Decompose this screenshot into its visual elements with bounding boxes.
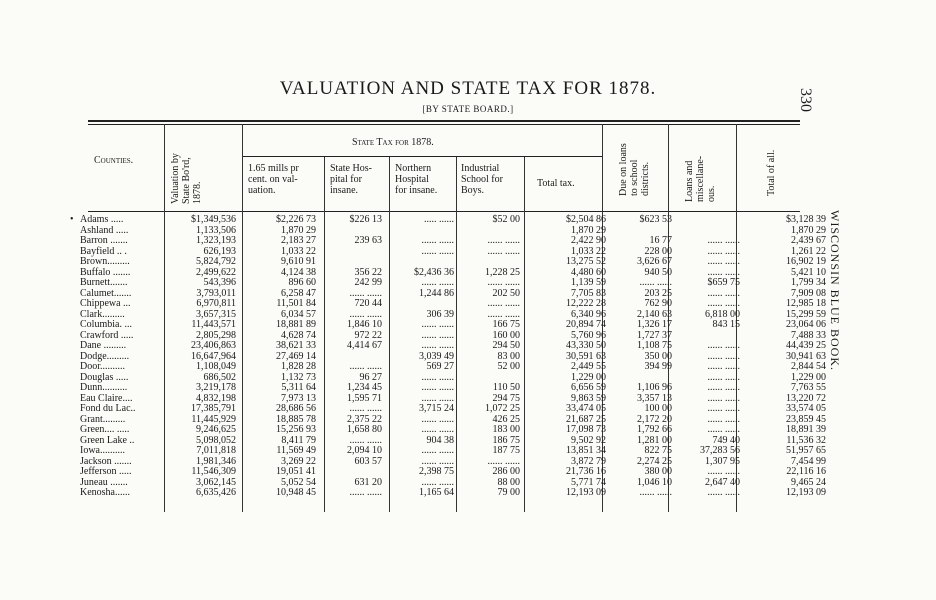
cell-industrial: 286 00 — [492, 466, 520, 477]
cell-northern: $2,436 36 — [414, 266, 454, 278]
header-bottom-rule — [88, 211, 800, 212]
cell-northern: 3,715 24 — [419, 403, 454, 414]
cell-county: Buffalo ....... — [80, 266, 131, 278]
cell-state-hosp: ...... ...... — [349, 287, 382, 299]
cell-industrial: 110 50 — [492, 382, 520, 393]
cell-total-all: 7,488 33 — [791, 329, 826, 341]
cell-northern: 2,398 75 — [419, 466, 454, 477]
cell-loans-misc: ...... ...... — [707, 361, 740, 372]
cell-due-loans: 2,172 20 — [637, 413, 672, 425]
cell-total-tax: $2,504 86 — [566, 214, 606, 225]
cell-total-all: 5,421 10 — [791, 266, 826, 278]
cell-due-loans: 762 90 — [644, 298, 672, 309]
cell-total-tax: 33,474 05 — [566, 403, 606, 414]
cell-valuation: 1,133,506 — [196, 224, 236, 236]
page-title: VALUATION AND STATE TAX FOR 1878. — [279, 78, 657, 99]
cell-mills: 15,256 93 — [276, 424, 316, 435]
cell-mills: 10,948 45 — [276, 487, 316, 498]
cell-state-hosp: 2,375 22 — [347, 413, 382, 425]
cell-state-hosp: 2,094 10 — [347, 445, 382, 456]
cell-industrial: $52 00 — [492, 214, 520, 225]
cell-county: Brown......... — [80, 256, 130, 267]
cell-northern: ...... ...... — [421, 319, 454, 330]
cell-total-all: 15,299 59 — [786, 308, 826, 320]
cell-due-loans: 3,357 13 — [637, 392, 672, 404]
cell-total-tax: 13,275 52 — [566, 256, 606, 267]
cell-total-tax: 21,687 25 — [566, 413, 606, 425]
cell-total-tax: 13,851 34 — [566, 445, 606, 456]
cell-loans-misc: ...... ...... — [707, 350, 740, 362]
col-line — [524, 157, 525, 512]
header-valuation: Valuation by State Bo'rd, 1878. — [170, 153, 203, 204]
cell-total-tax: 17,098 73 — [566, 424, 606, 435]
cell-northern: ...... ...... — [421, 445, 454, 456]
header-industrial-school: Industrial School for Boys. — [461, 163, 503, 196]
cell-total-all: 2,844 54 — [791, 361, 826, 372]
cell-northern: ...... ...... — [421, 413, 454, 425]
cell-mills: 5,311 64 — [281, 382, 316, 393]
cell-due-loans: 16 77 — [649, 235, 672, 246]
cell-total-tax: 1,870 29 — [571, 224, 606, 236]
cell-total-tax: 12,193 09 — [566, 487, 606, 498]
cell-industrial: ...... ...... — [487, 277, 520, 288]
cell-industrial: ...... ...... — [487, 235, 520, 246]
cell-valuation: 686,502 — [203, 371, 236, 383]
cell-northern: ...... ...... — [421, 371, 454, 383]
cell-county: Clark......... — [80, 308, 125, 320]
cell-northern: ...... ...... — [421, 245, 454, 257]
cell-valuation: 3,657,315 — [196, 308, 236, 320]
cell-total-all: 30,941 63 — [786, 350, 826, 362]
cell-mills: $2,226 73 — [276, 214, 316, 225]
cell-mills: 2,183 27 — [281, 235, 316, 246]
cell-valuation: $1,349,536 — [191, 214, 236, 225]
cell-total-all: 1,229 00 — [791, 371, 826, 383]
cell-valuation: 543,396 — [203, 277, 236, 288]
cell-mills: 9,610 91 — [281, 256, 316, 267]
cell-mills: 1,132 73 — [281, 371, 316, 383]
header-due-on-loans: Due on loans to school districts. — [618, 143, 651, 196]
cell-due-loans: ...... ...... — [639, 487, 672, 498]
header-loans-misc: Loans and miscellane- ous. — [684, 155, 717, 202]
cell-valuation: 17,385,791 — [191, 403, 236, 414]
cell-total-all: 33,574 05 — [786, 403, 826, 414]
cell-valuation: 11,443,571 — [191, 319, 236, 330]
cell-county: Douglas ..... — [80, 371, 129, 383]
cell-valuation: 23,406,863 — [191, 340, 236, 351]
cell-industrial: 166 75 — [492, 319, 520, 330]
header-state-hospital: State Hos- pital for insane. — [330, 163, 372, 196]
cell-loans-misc: ...... ...... — [707, 298, 740, 309]
cell-due-loans: 100 00 — [644, 403, 672, 414]
cell-industrial: ...... ...... — [487, 298, 520, 309]
cell-loans-misc: ...... ...... — [707, 466, 740, 477]
cell-county: Jefferson ..... — [80, 466, 132, 477]
cell-loans-misc: ...... ...... — [707, 403, 740, 414]
cell-mills: 27,469 14 — [276, 350, 316, 362]
cell-total-all: 23,859 45 — [786, 413, 826, 425]
cell-due-loans: 1,046 10 — [637, 476, 672, 488]
cell-valuation: 9,246,625 — [196, 424, 236, 435]
cell-state-hosp: 720 44 — [354, 298, 382, 309]
cell-due-loans: 940 50 — [644, 266, 672, 278]
cell-mills: 28,686 56 — [276, 403, 316, 414]
cell-state-hosp: 1,595 71 — [347, 392, 382, 404]
cell-industrial: 294 50 — [492, 340, 520, 351]
cell-total-all: 23,064 06 — [786, 319, 826, 330]
cell-northern: 1,244 86 — [419, 287, 454, 299]
cell-industrial: ...... ...... — [487, 308, 520, 320]
cell-loans-misc: ...... ...... — [707, 245, 740, 257]
cell-loans-misc: ...... ...... — [707, 382, 740, 393]
cell-total-all: 13,220 72 — [786, 392, 826, 404]
cell-total-all: 12,193 09 — [786, 487, 826, 498]
cell-total-all: 16,902 19 — [786, 256, 826, 267]
cell-total-tax: 1,139 59 — [571, 277, 606, 288]
cell-northern: ...... ...... — [421, 235, 454, 246]
cell-county: Kenosha...... — [80, 487, 130, 498]
cell-valuation: 1,108,049 — [196, 361, 236, 372]
cell-loans-misc: 843 15 — [712, 319, 740, 330]
header-total-of-all: Total of all. — [766, 149, 777, 196]
cell-industrial: 83 00 — [497, 350, 520, 362]
cell-valuation: 16,647,964 — [191, 350, 236, 362]
cell-valuation: 6,970,811 — [196, 298, 236, 309]
cell-total-all: 22,116 16 — [786, 466, 826, 477]
cell-state-hosp: 239 63 — [354, 235, 382, 246]
cell-due-loans: ...... ...... — [639, 277, 672, 288]
cell-valuation: 7,011,818 — [196, 445, 236, 456]
cell-loans-misc: ...... ...... — [707, 413, 740, 425]
cell-valuation: 3,793,011 — [196, 287, 236, 299]
running-head: WISCONSIN BLUE BOOK. — [828, 210, 842, 371]
cell-county: Calumet....... — [80, 287, 132, 299]
cell-county: Barron ....... — [80, 235, 128, 246]
cell-northern: 569 27 — [426, 361, 454, 372]
cell-loans-misc: ...... ...... — [707, 487, 740, 498]
cell-due-loans: 350 00 — [644, 350, 672, 362]
cell-due-loans: 1,108 75 — [637, 340, 672, 351]
cell-valuation: 3,062,145 — [196, 476, 236, 488]
cell-county: Green.... ..... — [80, 424, 130, 435]
cell-due-loans: 2,140 63 — [637, 308, 672, 320]
cell-valuation: 3,219,178 — [196, 382, 236, 393]
cell-valuation: 6,635,426 — [196, 487, 236, 498]
cell-mills: 6,034 57 — [281, 308, 316, 320]
cell-loans-misc: ...... ...... — [707, 340, 740, 351]
cell-state-hosp: $226 13 — [349, 214, 382, 225]
cell-industrial: 88 00 — [497, 476, 520, 488]
cell-valuation: 1,323,193 — [196, 235, 236, 246]
cell-total-all: 12,985 18 — [786, 298, 826, 309]
cell-industrial: 160 00 — [492, 329, 520, 341]
header-state-tax-group: State Tax for 1878. — [352, 137, 434, 148]
cell-total-all: 7,909 08 — [791, 287, 826, 299]
cell-total-all: 9,465 24 — [791, 476, 826, 488]
cell-northern: 904 38 — [426, 434, 454, 446]
cell-industrial: 186 75 — [492, 434, 520, 446]
cell-due-loans: 1,106 96 — [637, 382, 672, 393]
cell-mills: 4,124 38 — [281, 266, 316, 278]
cell-loans-misc: 749 40 — [712, 434, 740, 446]
cell-total-tax: 6,656 59 — [571, 382, 606, 393]
cell-northern: ...... ...... — [421, 329, 454, 341]
cell-northern: ...... ...... — [421, 392, 454, 404]
cell-loans-misc: 1,307 95 — [705, 455, 740, 467]
cell-total-all: 1,870 29 — [791, 224, 826, 236]
cell-county: Burnett....... — [80, 277, 128, 288]
cell-county: Grant......... — [80, 413, 126, 425]
cell-total-all: 18,891 39 — [786, 424, 826, 435]
cell-industrial: ...... ...... — [487, 455, 520, 467]
cell-loans-misc: 6,818 00 — [705, 308, 740, 320]
cell-total-tax: 4,480 60 — [571, 266, 606, 278]
cell-state-hosp: 1,846 10 — [347, 319, 382, 330]
cell-industrial: 1,228 25 — [485, 266, 520, 278]
cell-valuation: 1,981,346 — [196, 455, 236, 467]
page-subtitle: [BY STATE BOARD.] — [422, 104, 514, 114]
cell-industrial: 79 00 — [497, 487, 520, 498]
cell-state-hosp: ...... ...... — [349, 434, 382, 446]
cell-total-all: 11,536 32 — [786, 434, 826, 446]
cell-county: Crawford ..... — [80, 329, 134, 341]
cell-total-all: 1,799 34 — [791, 277, 826, 288]
cell-loans-misc: 37,283 56 — [700, 445, 740, 456]
cell-due-loans: 3,626 67 — [637, 256, 672, 267]
cell-due-loans: 1,281 00 — [637, 434, 672, 446]
col-line — [242, 124, 243, 512]
cell-total-all: 7,454 99 — [791, 455, 826, 467]
cell-loans-misc: ...... ...... — [707, 371, 740, 383]
cell-due-loans: 822 75 — [644, 445, 672, 456]
cell-mills: 38,621 33 — [276, 340, 316, 351]
cell-due-loans: 203 25 — [644, 287, 672, 299]
cell-loans-misc: ...... ...... — [707, 256, 740, 267]
cell-industrial: 52 00 — [497, 361, 520, 372]
header-northern-hospital: Northern Hospital for insane. — [395, 163, 438, 196]
cell-mills: 18,881 89 — [276, 319, 316, 330]
cell-due-loans: 228 00 — [644, 245, 672, 257]
top-rule — [88, 120, 800, 122]
cell-due-loans: 2,274 25 — [637, 455, 672, 467]
cell-total-tax: 7,705 83 — [571, 287, 606, 299]
cell-due-loans: 380 00 — [644, 466, 672, 477]
cell-valuation: 11,445,929 — [191, 413, 236, 425]
cell-mills: 7,973 13 — [281, 392, 316, 404]
cell-loans-misc: ...... ...... — [707, 424, 740, 435]
cell-valuation: 11,546,309 — [191, 466, 236, 477]
cell-county: Columbia. ... — [80, 319, 132, 330]
cell-mills: 896 60 — [288, 277, 316, 288]
cell-northern: ..... ...... — [424, 214, 454, 225]
cell-industrial: 426 25 — [492, 413, 520, 425]
cell-mills: 11,569 49 — [276, 445, 316, 456]
page-number: 330 — [797, 88, 814, 112]
cell-northern: ...... ...... — [421, 340, 454, 351]
cell-total-tax: 20,894 74 — [566, 319, 606, 330]
cell-northern: ...... ...... — [421, 382, 454, 393]
cell-mills: 18,885 78 — [276, 413, 316, 425]
top-rule-thin — [88, 124, 800, 125]
cell-total-tax: 2,449 55 — [571, 361, 606, 372]
cell-state-hosp: 356 22 — [354, 266, 382, 278]
cell-northern: ...... ...... — [421, 455, 454, 467]
cell-loans-misc: ...... ...... — [707, 392, 740, 404]
cell-state-hosp: 242 99 — [354, 277, 382, 288]
cell-loans-misc: ...... ...... — [707, 266, 740, 278]
cell-county: Fond du Lac.. — [80, 403, 136, 414]
cell-mills: 4,628 74 — [281, 329, 316, 341]
cell-industrial: 187 75 — [492, 445, 520, 456]
cell-total-tax: 9,863 59 — [571, 392, 606, 404]
cell-industrial: 183 00 — [492, 424, 520, 435]
cell-state-hosp: 1,234 45 — [347, 382, 382, 393]
cell-county: Dane ......... — [80, 340, 127, 351]
cell-total-all: $3,128 39 — [786, 214, 826, 225]
header-total-tax: Total tax. — [537, 178, 575, 189]
cell-county: Dodge......... — [80, 350, 130, 362]
cell-total-tax: 5,760 96 — [571, 329, 606, 341]
cell-mills: 6,258 47 — [281, 287, 316, 299]
cell-county: Iowa.......... — [80, 445, 125, 456]
cell-total-all: 7,763 55 — [791, 382, 826, 393]
cell-county: Chippewa ... — [80, 298, 131, 309]
cell-state-hosp: 603 57 — [354, 455, 382, 467]
cell-mills: 19,051 41 — [276, 466, 316, 477]
cell-county: Green Lake .. — [80, 434, 135, 446]
cell-county: Dunn.......... — [80, 382, 128, 393]
cell-county: Bayfield .. . — [80, 245, 127, 257]
cell-industrial: 294 75 — [492, 392, 520, 404]
cell-mills: 3,269 22 — [281, 455, 316, 467]
cell-valuation: 5,098,052 — [196, 434, 236, 446]
cell-total-tax: 3,872 79 — [571, 455, 606, 467]
cell-total-tax: 1,033 22 — [571, 245, 606, 257]
cell-valuation: 2,805,298 — [196, 329, 236, 341]
cell-total-tax: 9,502 92 — [571, 434, 606, 446]
cell-valuation: 5,824,792 — [196, 256, 236, 267]
cell-state-hosp: 4,414 67 — [347, 340, 382, 351]
cell-mark: • — [70, 214, 74, 225]
cell-state-hosp: 972 22 — [354, 329, 382, 341]
cell-northern: 3,039 49 — [419, 350, 454, 362]
cell-total-tax: 5,771 74 — [571, 476, 606, 488]
cell-total-tax: 30,591 63 — [566, 350, 606, 362]
cell-total-all: 44,439 25 — [786, 340, 826, 351]
cell-county: Ashland ..... — [80, 224, 129, 236]
header-mills: 1.65 mills pr cent. on val- uation. — [248, 163, 299, 196]
cell-state-hosp: ...... ...... — [349, 403, 382, 414]
cell-northern: 306 39 — [426, 308, 454, 320]
cell-loans-misc: ...... ...... — [707, 235, 740, 246]
cell-valuation: 626,193 — [203, 245, 236, 257]
cell-total-all: 2,439 67 — [791, 235, 826, 246]
cell-industrial: 1,072 25 — [485, 403, 520, 414]
cell-total-all: 51,957 65 — [786, 445, 826, 456]
cell-county: Juneau ....... — [80, 476, 128, 488]
cell-due-loans: 1,792 66 — [637, 424, 672, 435]
cell-total-tax: 1,229 00 — [571, 371, 606, 383]
header-counties: Counties. — [94, 155, 134, 166]
cell-valuation: 4,832,198 — [196, 392, 236, 404]
cell-mills: 1,033 22 — [281, 245, 316, 257]
cell-total-tax: 2,422 90 — [571, 235, 606, 246]
cell-county: Jackson ....... — [80, 455, 132, 467]
cell-northern: ...... ...... — [421, 277, 454, 288]
cell-county: Adams ..... — [80, 214, 124, 225]
cell-industrial: 202 50 — [492, 287, 520, 299]
cell-due-loans: 1,326 17 — [637, 319, 672, 330]
cell-loans-misc: $659 75 — [707, 277, 740, 288]
cell-due-loans: 394 99 — [644, 361, 672, 372]
cell-mills: 5,052 54 — [281, 476, 316, 488]
group-rule — [242, 156, 602, 157]
cell-industrial: ...... ...... — [487, 245, 520, 257]
cell-mills: 1,828 28 — [281, 361, 316, 372]
cell-mills: 11,501 84 — [276, 298, 316, 309]
cell-mills: 1,870 29 — [281, 224, 316, 236]
cell-due-loans: 1,727 37 — [637, 329, 672, 341]
cell-total-tax: 43,330 50 — [566, 340, 606, 351]
cell-state-hosp: 96 27 — [359, 371, 382, 383]
cell-state-hosp: 1,658 80 — [347, 424, 382, 435]
cell-loans-misc: 2,647 40 — [705, 476, 740, 488]
cell-loans-misc: ...... ...... — [707, 287, 740, 299]
cell-state-hosp: 631 20 — [354, 476, 382, 488]
cell-county: Door.......... — [80, 361, 125, 372]
cell-total-tax: 12,222 28 — [566, 298, 606, 309]
cell-northern: 1,165 64 — [419, 487, 454, 498]
cell-state-hosp: ...... ...... — [349, 361, 382, 372]
cell-due-loans: $623 53 — [639, 214, 672, 225]
cell-total-tax: 6,340 96 — [571, 308, 606, 320]
cell-county: Eau Claire.... — [80, 392, 133, 404]
cell-valuation: 2,499,622 — [196, 266, 236, 278]
cell-northern: ...... ...... — [421, 424, 454, 435]
cell-state-hosp: ...... ...... — [349, 487, 382, 498]
cell-state-hosp: ...... ...... — [349, 308, 382, 320]
cell-northern: ...... ...... — [421, 476, 454, 488]
cell-total-tax: 21,736 16 — [566, 466, 606, 477]
cell-mills: 8,411 79 — [281, 434, 316, 446]
cell-total-all: 1,261 22 — [791, 245, 826, 257]
